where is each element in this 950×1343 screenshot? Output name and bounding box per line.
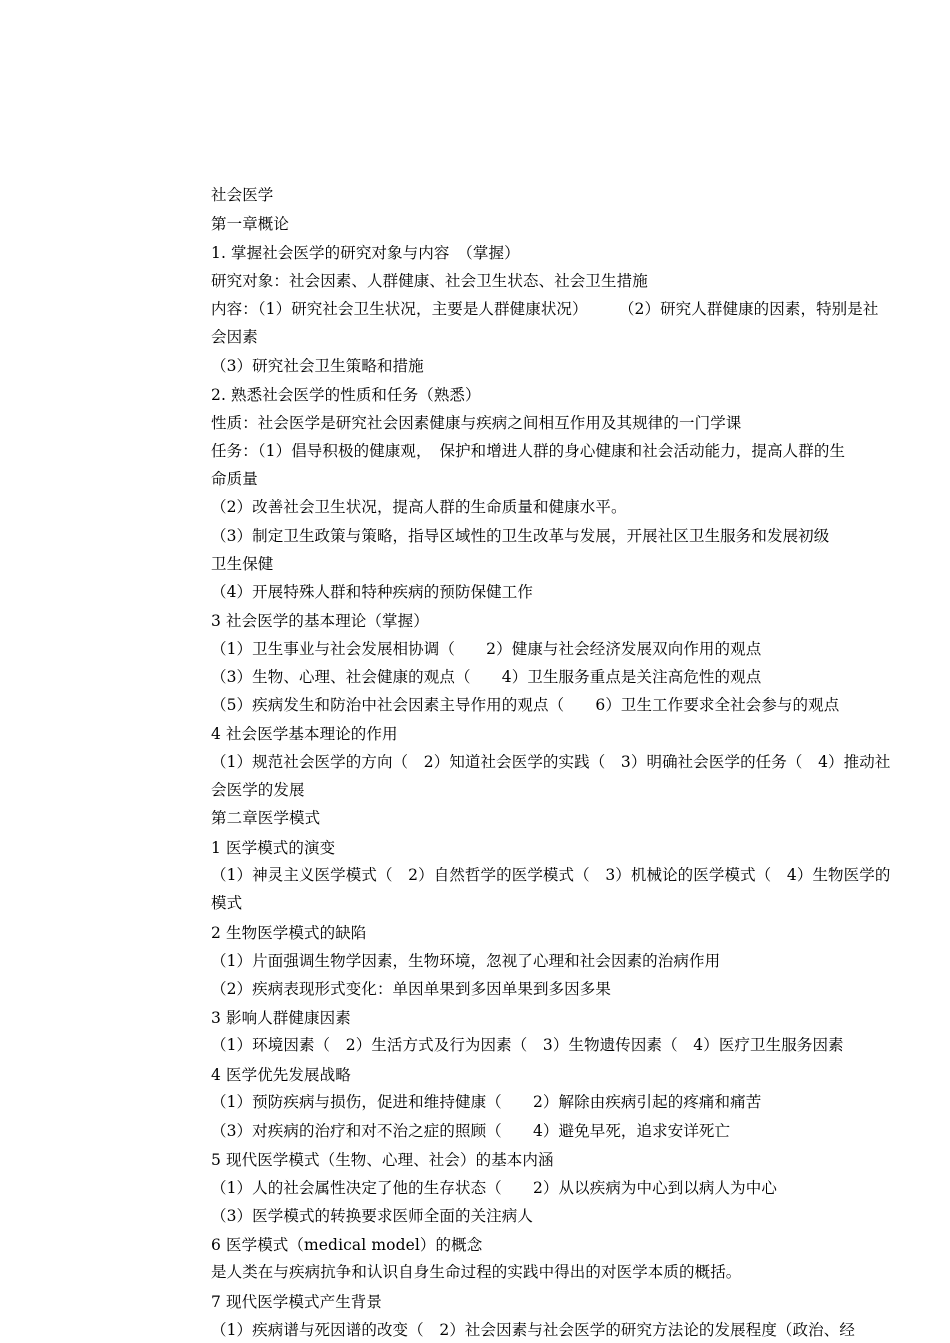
text-line: （2）疾病表现形式变化：单因单果到多因单果到多因多果	[211, 980, 611, 998]
section-heading: 4 医学优先发展战略	[211, 1066, 351, 1084]
document-title: 社会医学	[211, 186, 274, 204]
text-line: （1）片面强调生物学因素，生物环境，忽视了心理和社会因素的治病作用	[211, 952, 721, 970]
text-line: （3）制定卫生政策与策略，指导区域性的卫生改革与发展，开展社区卫生服务和发展初级	[211, 527, 830, 545]
text-line: （1）规范社会医学的方向（ 2）知道社会医学的实践（ 3）明确社会医学的任务（ 4）推动社	[211, 753, 891, 771]
text-line: 会因素	[211, 328, 258, 346]
text-line: （5）疾病发生和防治中社会因素主导作用的观点（ 6）卫生工作要求全社会参与的观点	[211, 696, 840, 714]
text-line: （3）医学模式的转换要求医师全面的关注病人	[211, 1207, 533, 1225]
section-heading: 3 影响人群健康因素	[211, 1009, 351, 1027]
chapter-heading: 第二章医学模式	[211, 809, 321, 827]
text-line: （1）预防疾病与损伤，促进和维持健康（ 2）解除由疾病引起的疼痛和痛苦	[211, 1093, 762, 1111]
text-line: （1）卫生事业与社会发展相协调（ 2）健康与社会经济发展双向作用的观点	[211, 640, 762, 658]
section-heading: 6 医学模式（medical model）的概念	[211, 1236, 483, 1254]
text-line: 任务：（1）倡导积极的健康观， 保护和增进人群的身心健康和社会活动能力，提高人群的生	[211, 442, 846, 460]
section-heading: 1. 掌握社会医学的研究对象与内容 （掌握）	[211, 244, 520, 262]
text-line: 性质：社会医学是研究社会因素健康与疾病之间相互作用及其规律的一门学课	[211, 414, 742, 432]
section-heading: 7 现代医学模式产生背景	[211, 1293, 382, 1311]
section-heading: 3 社会医学的基本理论（掌握）	[211, 612, 429, 630]
text-line: （1）人的社会属性决定了他的生存状态（ 2）从以疾病为中心到以病人为中心	[211, 1179, 777, 1197]
text-line: （1）神灵主义医学模式（ 2）自然哲学的医学模式（ 3）机械论的医学模式（ 4）生物医学的	[211, 866, 891, 884]
text-line: 卫生保健	[211, 555, 274, 573]
section-heading: 4 社会医学基本理论的作用	[211, 725, 398, 743]
text-line: （3）对疾病的治疗和对不治之症的照顾（ 4）避免早死，追求安详死亡	[211, 1122, 731, 1140]
text-line: （1）环境因素（ 2）生活方式及行为因素（ 3）生物遗传因素（ 4）医疗卫生服务因素	[211, 1036, 844, 1054]
text-line: 模式	[211, 894, 243, 912]
text-line: （3）生物、心理、社会健康的观点（ 4）卫生服务重点是关注高危性的观点	[211, 668, 762, 686]
section-heading: 5 现代医学模式（生物、心理、社会）的基本内涵	[211, 1151, 554, 1169]
text-line: 研究对象：社会因素、人群健康、社会卫生状态、社会卫生措施	[211, 272, 648, 290]
section-heading: 2. 熟悉社会医学的性质和任务（熟悉）	[211, 386, 481, 404]
chapter-heading: 第一章概论	[211, 215, 290, 233]
section-heading: 2 生物医学模式的缺陷	[211, 924, 367, 942]
text-line: （3）研究社会卫生策略和措施	[211, 357, 424, 375]
text-line: （4）开展特殊人群和特种疾病的预防保健工作	[211, 583, 533, 601]
text-line: （2）改善社会卫生状况，提高人群的生命质量和健康水平。	[211, 498, 627, 516]
text-line: （1）疾病谱与死因谱的改变（ 2）社会因素与社会医学的研究方法论的发展程度（政治、经	[211, 1321, 855, 1339]
text-line: 会医学的发展	[211, 781, 305, 799]
section-heading: 1 医学模式的演变	[211, 839, 336, 857]
text-line: 内容：（1）研究社会卫生状况，主要是人群健康状况） （2）研究人群健康的因素，特别是社	[211, 300, 879, 318]
text-line: 命质量	[211, 470, 258, 488]
text-line: 是人类在与疾病抗争和认识自身生命过程的实践中得出的对医学本质的概括。	[211, 1263, 742, 1281]
